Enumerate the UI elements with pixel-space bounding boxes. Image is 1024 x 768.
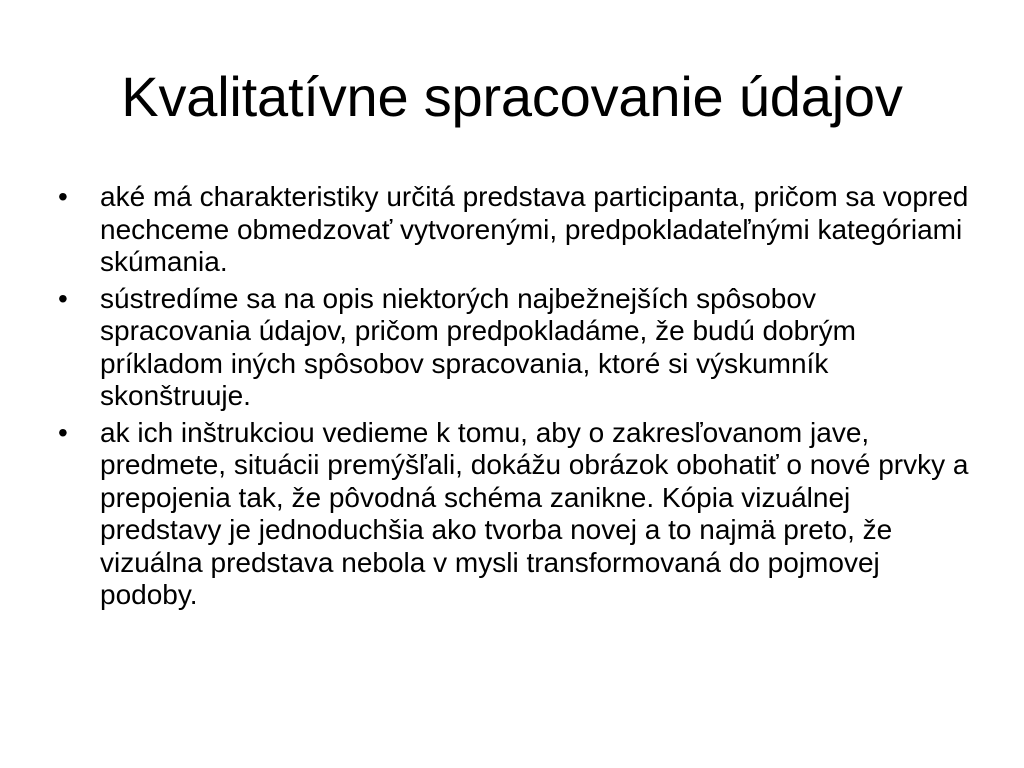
bullet-dot-icon: • [58, 181, 68, 212]
bullet-text: aké má charakteristiky určitá predstava participanta, pričom sa vopred nechceme obmedzovať vytvorenými, predpokladateľnými kategóriami skúmania. [100, 181, 969, 277]
bullet-item-1 [58, 181, 970, 279]
bullet-item-2 [58, 283, 970, 413]
bullet-list [58, 181, 970, 616]
bullet-text: sústredíme sa na opis niektorých najbežnejších spôsobov spracovania údajov, pričom predpokladáme, že budú dobrým príkladom iných spôsobov spracovania, ktoré si výskumník skonštruuje. [100, 282, 856, 411]
bullet-item-3 [58, 417, 970, 612]
bullet-dot-icon: • [58, 282, 68, 314]
slide-title: Kvalitatívne spracovanie údajov [121, 65, 903, 128]
bullet-dot-icon: • [58, 416, 68, 448]
bullet-text: ak ich inštrukciou vedieme k tomu, aby o zakresľovanom jave, predmete, situácii premýšľali, dokážu obrázok obohatiť o nové prvky a prepojenia tak, že pôvodná schéma zanikne. Kópia vizuálnej predstavy je jednoduchšia ako tvorba novej a to najmä preto, že vizuálna predstava nebola v mysli transformovaná do pojmovej podoby. [100, 416, 969, 610]
